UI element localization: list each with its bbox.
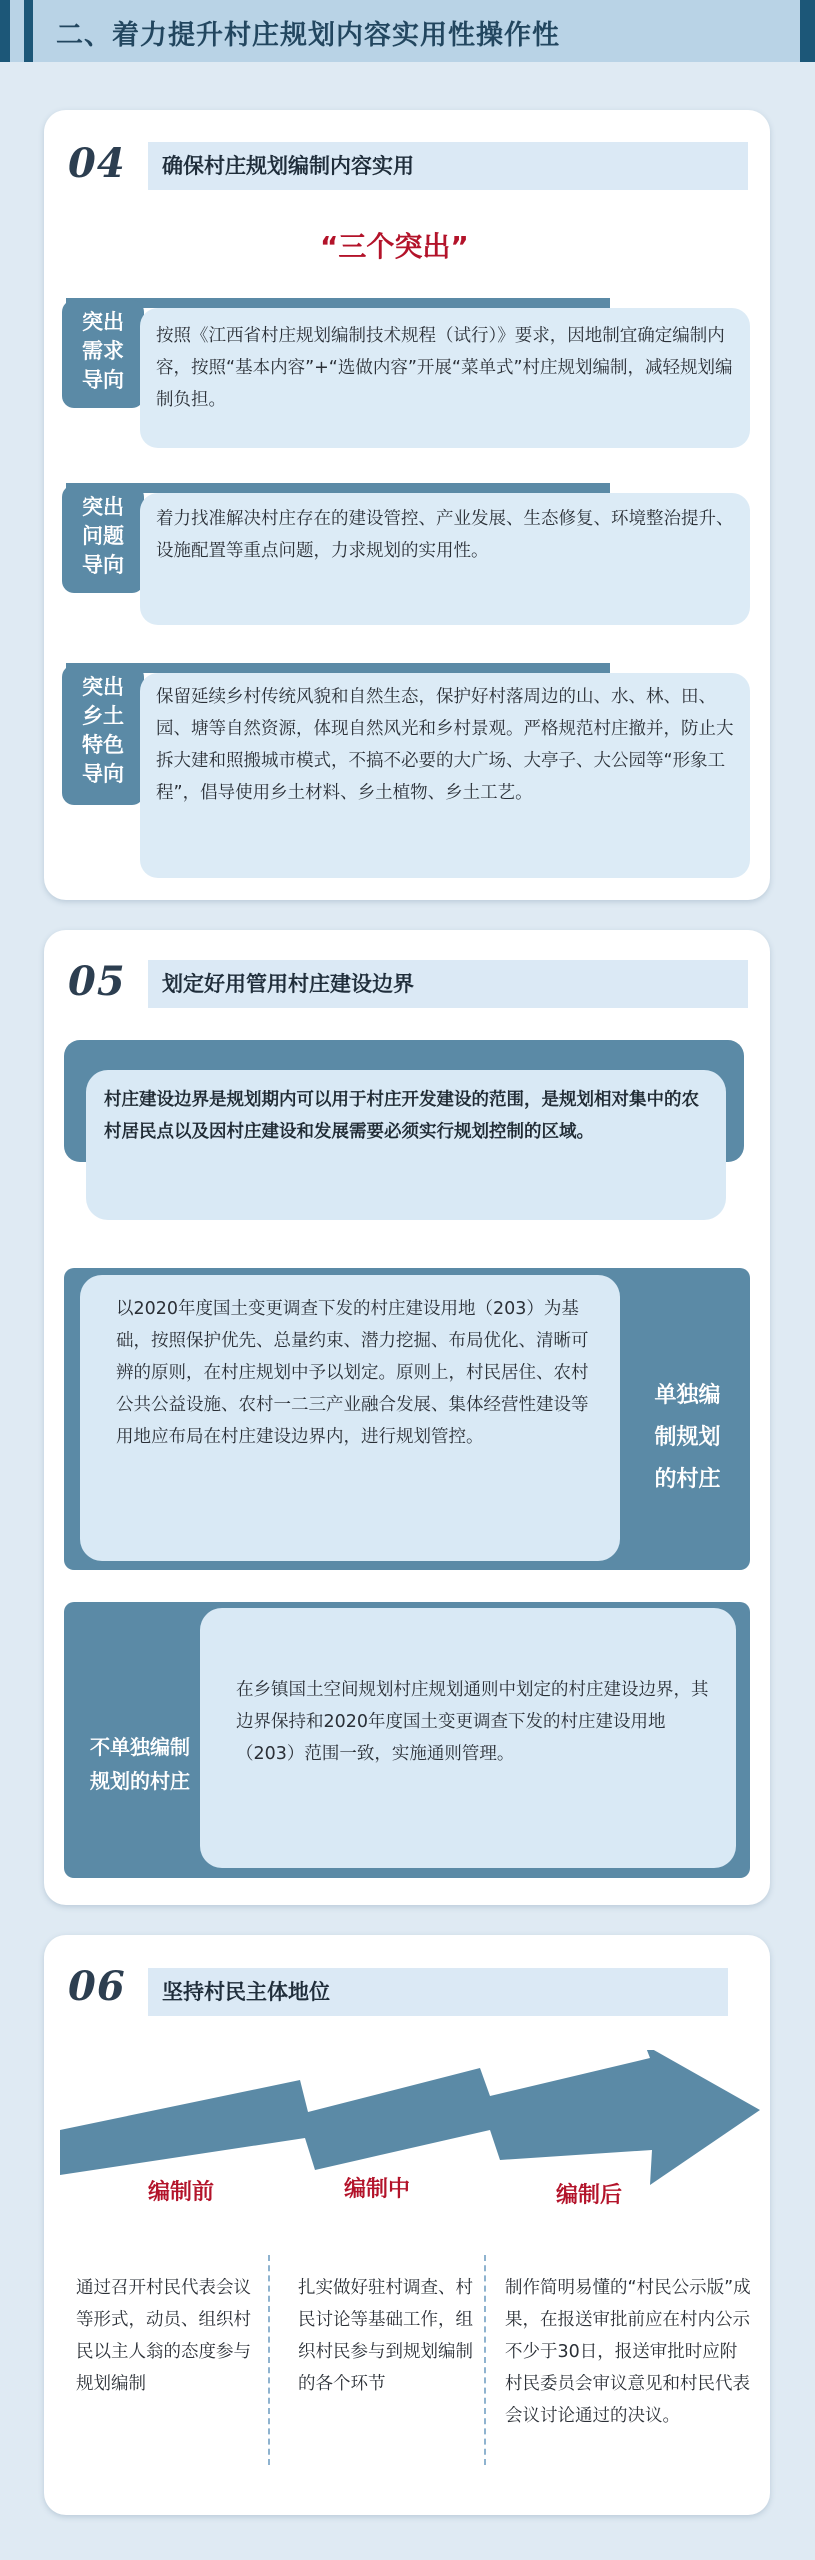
- section-number: 05: [68, 958, 126, 1005]
- section-heading: 确保村庄规划编制内容实用: [148, 142, 748, 190]
- section-header: [0, 0, 815, 62]
- stage-label-during: 编制中: [344, 2177, 411, 2202]
- column-divider: [268, 2255, 270, 2465]
- item-text: 着力找准解决村庄存在的建设管控、产业发展、生态修复、环境整治提升、设施配置等重点问题，力求规划的实用性。: [140, 493, 750, 625]
- section-number: 04: [68, 140, 126, 187]
- stage-text-during: 扎实做好驻村调查、村民讨论等基础工作，组织村民参与到规划编制的各个环节: [298, 2278, 473, 2394]
- nonseparate-label: 不单独编制 规划的村庄: [90, 1735, 190, 1793]
- item-text: 保留延续乡村传统风貌和自然生态，保护好村落周边的山、水、林、田、园、塘等自然资源，体现自然风光和乡村景观。严格规范村庄撤并，防止大拆大建和照搬城市模式，不搞不必要的大广场、大亭子、大公园等“形象工程”，倡导使用乡土材料、乡土植物、乡土工艺。: [140, 673, 750, 878]
- tab-bar: [66, 663, 610, 673]
- tag-problem: 突出 问题 导向: [62, 485, 144, 593]
- header-bar-left: [0, 0, 10, 62]
- section-heading: 划定好用管用村庄建设边界: [148, 960, 748, 1008]
- section-title: 二、着力提升村庄规划内容实用性操作性: [56, 20, 560, 51]
- definition-text: 村庄建设边界是规划期内可以用于村庄开发建设的范围，是规划相对集中的农村居民点以及因村庄建设和发展需要必须实行规划控制的区域。: [86, 1070, 726, 1220]
- header-bar-right: [800, 0, 815, 62]
- stage-text-after: 制作简明易懂的“村民公示版”成果，在报送审批前应在村内公示不少于30日，报送审批时应附村民委员会审议意见和村民代表会议讨论通过的决议。: [505, 2278, 751, 2426]
- tab-bar: [66, 298, 610, 308]
- stage-label-before: 编制前: [148, 2180, 215, 2205]
- highlight-title: “三个突出”: [320, 230, 469, 263]
- tag-local: 突出 乡土 特色 导向: [62, 665, 144, 805]
- item-text: 按照《江西省村庄规划编制技术规程（试行）》要求，因地制宜确定编制内容，按照“基本内容”+“选做内容”开展“菜单式”村庄规划编制，减轻规划编制负担。: [140, 308, 750, 448]
- stage-text-before: 通过召开村民代表会议等形式，动员、组织村民以主人翁的态度参与规划编制: [76, 2278, 251, 2394]
- separate-label: 单独编 制规划 的村庄: [654, 1383, 721, 1492]
- header-bar-inner: [24, 0, 33, 62]
- section-number: 06: [68, 1963, 126, 2010]
- tag-demand: 突出 需求 导向: [62, 300, 144, 408]
- column-divider: [484, 2255, 486, 2465]
- process-arrow: [60, 2050, 760, 2185]
- tab-bar: [66, 483, 610, 493]
- stage-label-after: 编制后: [556, 2183, 623, 2208]
- nonseparate-text: 在乡镇国土空间规划村庄规划通则中划定的村庄建设边界，其边界保持和2020年度国土变更调查下发的村庄建设用地（203）范围一致，实施通则管理。: [200, 1608, 736, 1868]
- separate-text: 以2020年度国土变更调查下发的村庄建设用地（203）为基础，按照保护优先、总量约束、潜力挖掘、布局优化、清晰可辨的原则，在村庄规划中予以划定。原则上，村民居住、农村公共公益设施、农村一二三产业融合发展、集体经营性建设等用地应布局在村庄建设边界内，进行规划管控。: [80, 1275, 620, 1561]
- section-heading: 坚持村民主体地位: [148, 1968, 728, 2016]
